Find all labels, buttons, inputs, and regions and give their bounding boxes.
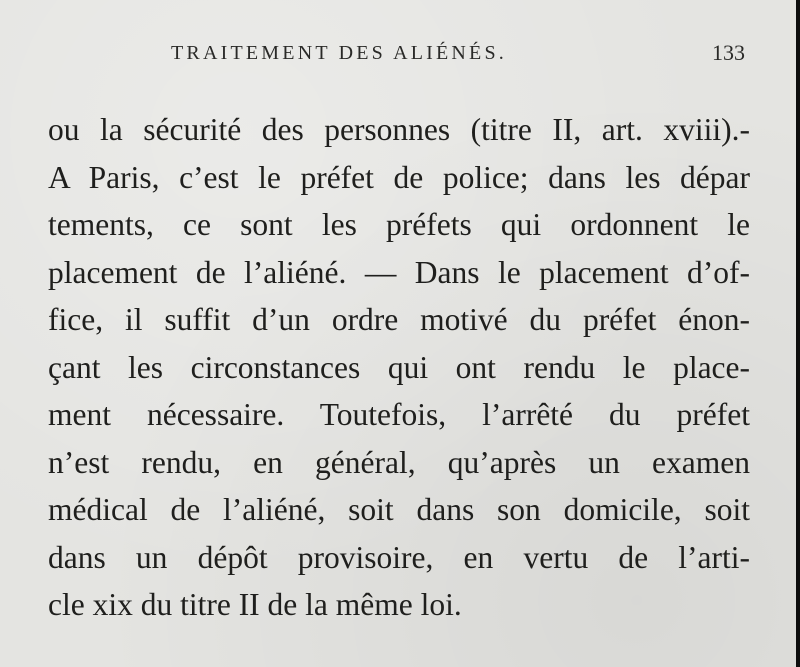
text-line: ou la sécurité des personnes (titre II, art. xviii).-: [48, 112, 750, 147]
page-number: 133: [712, 40, 745, 65]
text-line: ment nécessaire. Toutefois, l’arrêté du préfet: [48, 397, 750, 432]
text-line: tements, ce sont les préfets qui ordonnent le: [48, 207, 750, 242]
scan-edge: [796, 0, 800, 667]
body-paragraph: [48, 110, 750, 633]
text-line: n’est rendu, en général, qu’après un examen: [48, 444, 750, 480]
text-line: dans un dépôt provisoire, en vertu de l’arti-: [48, 539, 750, 575]
text-line: médical de l’aliéné, soit dans son domicile, soit: [48, 492, 750, 527]
text-line: çant les circonstances qui ont rendu le place-: [48, 349, 750, 385]
text-line: placement de l’aliéné. — Dans le placement d’of-: [48, 254, 750, 290]
running-title: TRAITEMENT DES ALIÉNÉS.: [171, 42, 507, 64]
text-line: fice, il suffit d’un ordre motivé du préfet énon-: [48, 302, 750, 337]
text-line: cle xix du titre II de la même loi.: [48, 587, 462, 622]
text-line: A Paris, c’est le préfet de police; dans les dépar: [48, 159, 750, 195]
